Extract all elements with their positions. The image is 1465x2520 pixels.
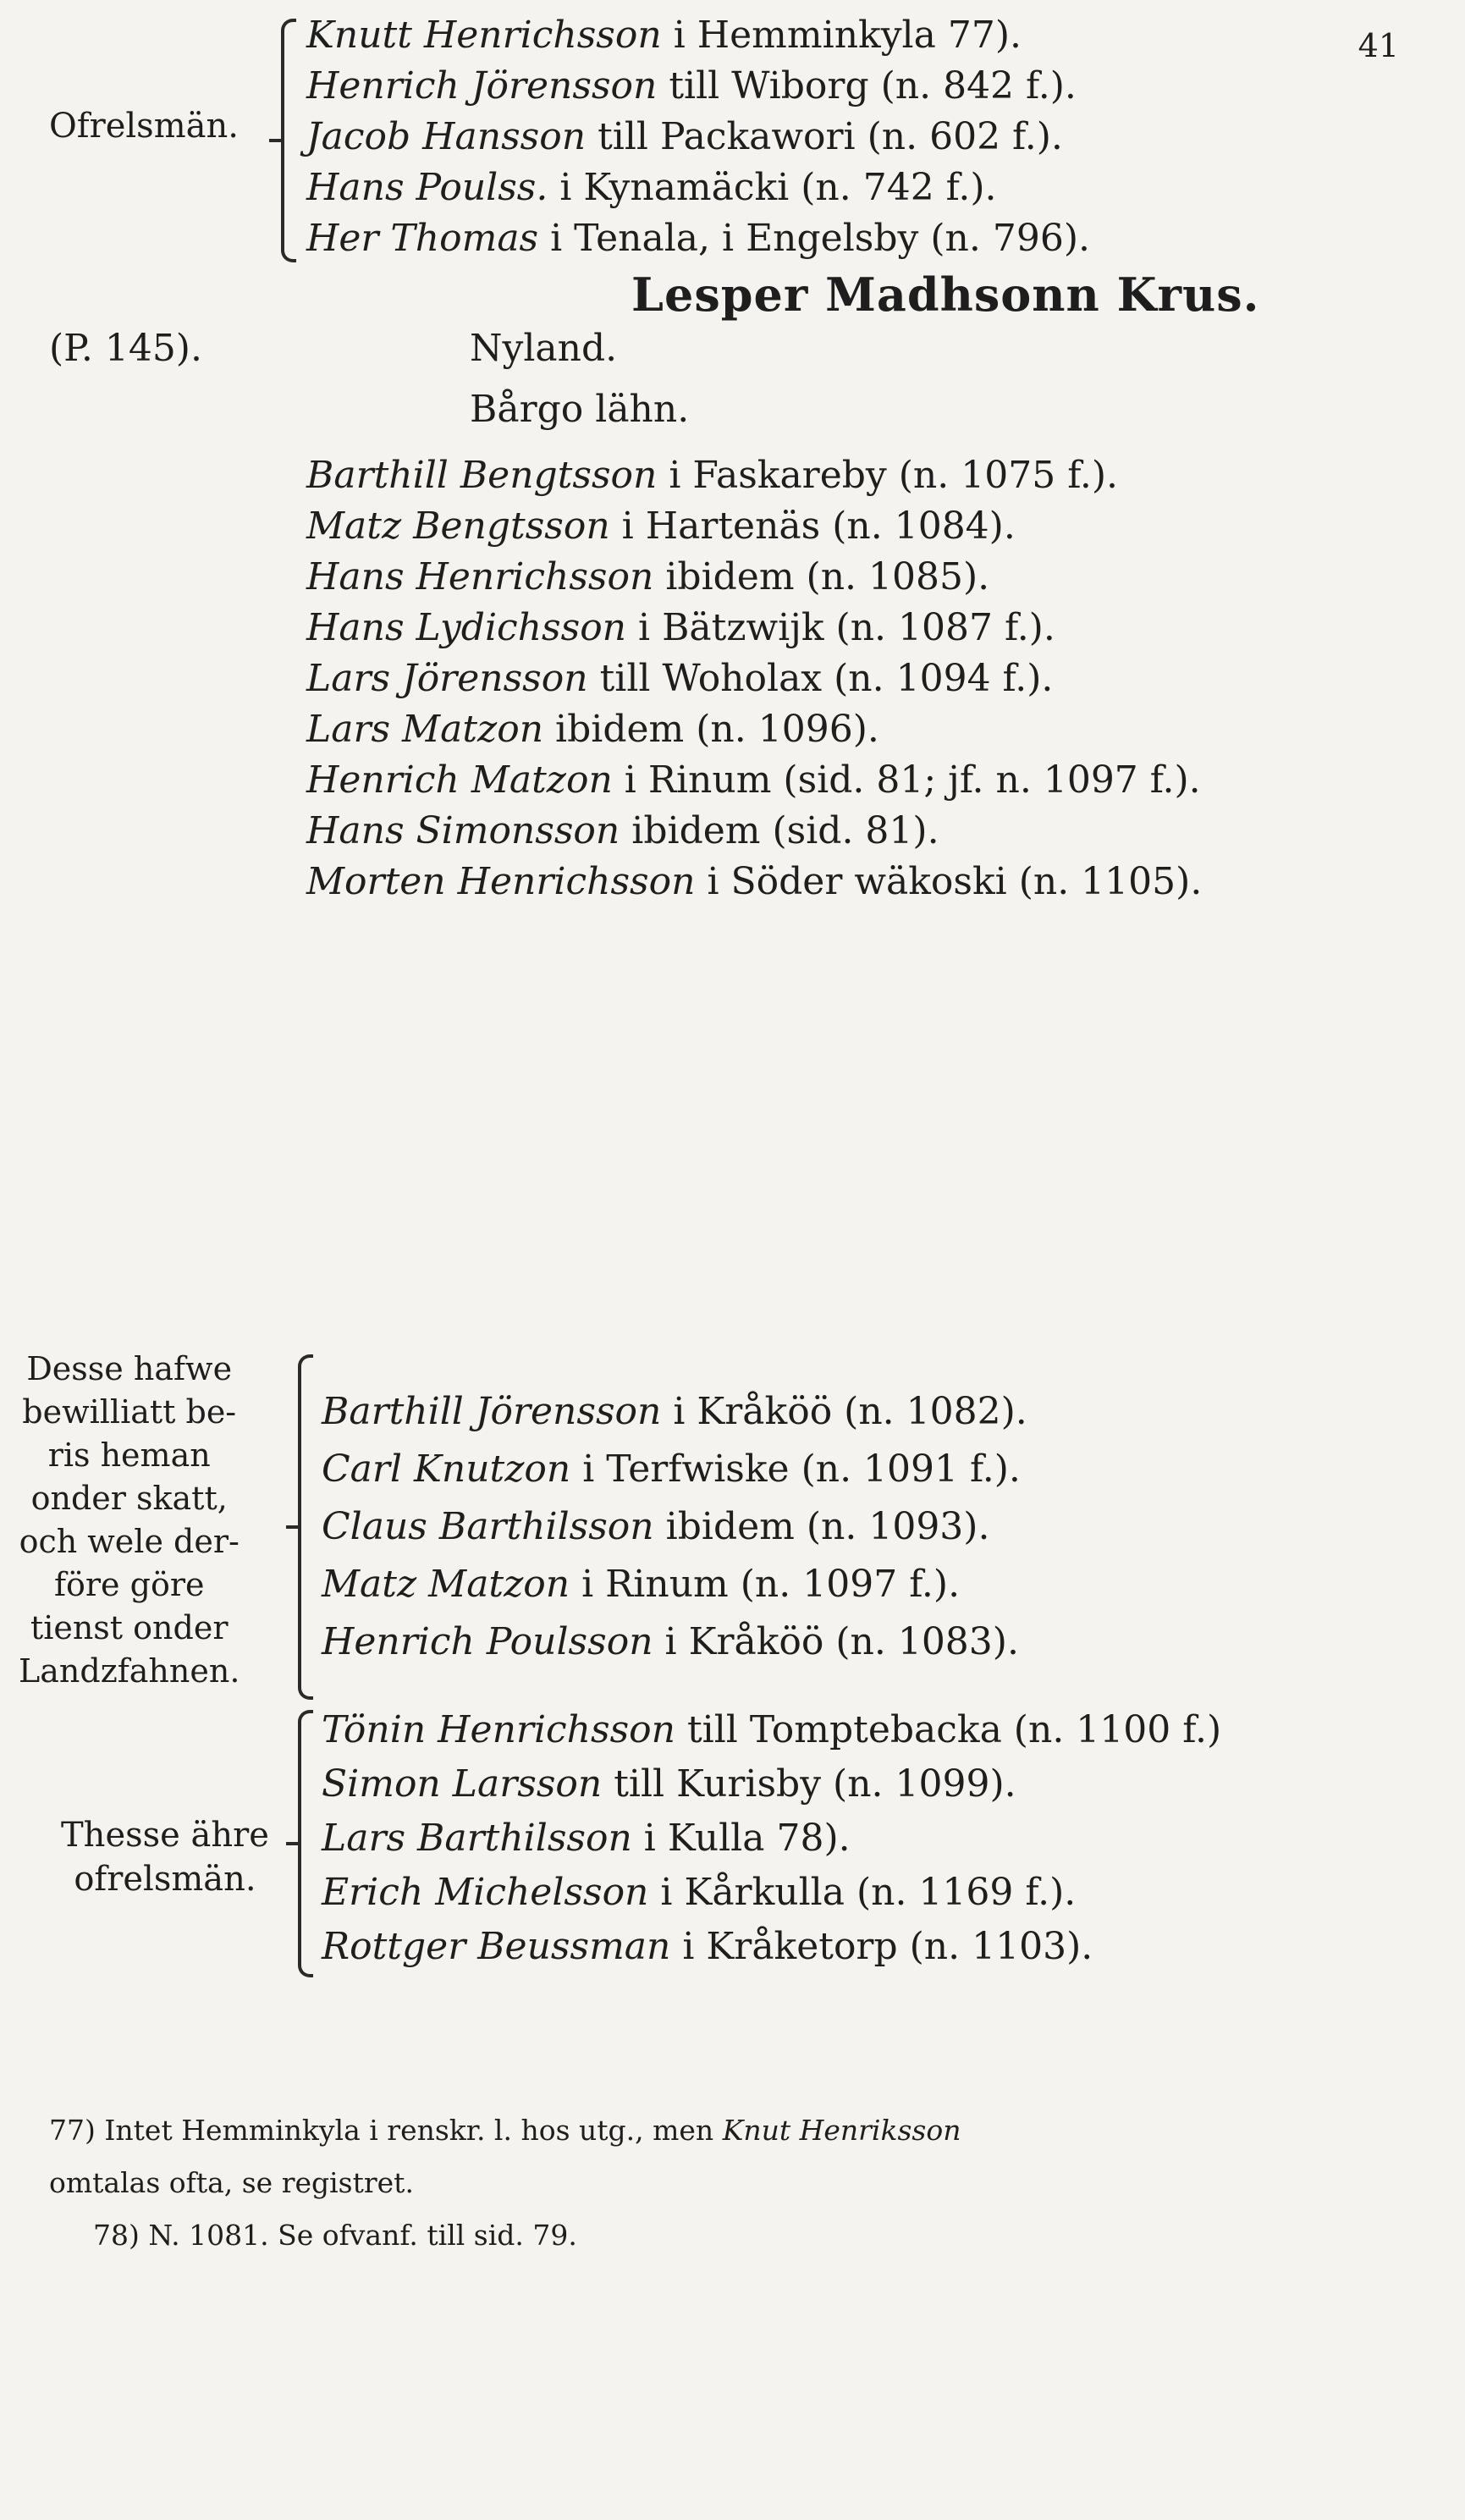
brace-block4 <box>298 1710 313 1977</box>
footnote-77: 77) Intet Hemminkyla i renskr. l. hos utg., men Knut Henriksson <box>49 2114 961 2147</box>
page-number: 41 <box>1358 27 1399 64</box>
region-label: Nyland. <box>470 327 618 370</box>
section-heading: Lesper Madhsonn Krus. <box>631 267 1260 322</box>
entry-block1: Knutt Henrichsson i Hemminkyla 77). Henrich Jörensson till Wiborg (n. 842 f.). Jacob Hansson till Packawori (n. 602 f.). Hans Poulss. i Kynamäcki (n. 742 f.). Her Thomas i Tenala, i Engelsby (n. 796). <box>306 14 1090 260</box>
margin-label-ofrelsman: Ofrelsmän. <box>49 107 239 146</box>
entry-block4: Tönin Henrichsson till Tomptebacka (n. 1100 f.) Simon Larsson till Kurisby (n. 1099). Lars Barthilsson i Kulla 78). Erich Michelsson i Kårkulla (n. 1169 f.). Rottger Beussman i Kråketorp (n. 1103). <box>322 1708 1222 1968</box>
margin-note-block3: Desse hafwe bewilliatt be- ris heman onder skatt, och wele der- före göre tienst onder Landzfahnen. <box>19 1350 240 1690</box>
page-ref: (P. 145). <box>49 327 202 370</box>
entry-block3: Barthill Jörensson i Kråköö (n. 1082). Carl Knutzon i Terfwiske (n. 1091 f.). Claus Barthilsson ibidem (n. 1093). Matz Matzon i Rinum (n. 1097 f.). Henrich Poulsson i Kråköö (n. 1083). <box>322 1390 1027 1663</box>
entry-block2: Barthill Bengtsson i Faskareby (n. 1075 f.). Matz Bengtsson i Hartenäs (n. 1084). Hans Henrichsson ibidem (n. 1085). Hans Lydichsson i Bätzwijk (n. 1087 f.). Lars Jörensson till Woholax (n. 1094 f.). Lars Matzon ibidem (n. 1096). Henrich Matzon i Rinum (sid. 81; jf. n. 1097 f.). Hans Simonsson ibidem (sid. 81). Morten Henrichsson i Söder wäkoski (n. 1105). <box>306 454 1203 903</box>
footnote-78: 78) N. 1081. Se ofvanf. till sid. 79. <box>93 2219 577 2252</box>
brace-block3 <box>298 1354 313 1700</box>
footnote-77-cont: omtalas ofta, se registret. <box>49 2166 414 2199</box>
district-label: Bårgo lähn. <box>470 388 690 431</box>
brace-block1 <box>281 19 296 262</box>
margin-note-block4: Thesse ähre ofrelsmän. <box>61 1816 269 1899</box>
